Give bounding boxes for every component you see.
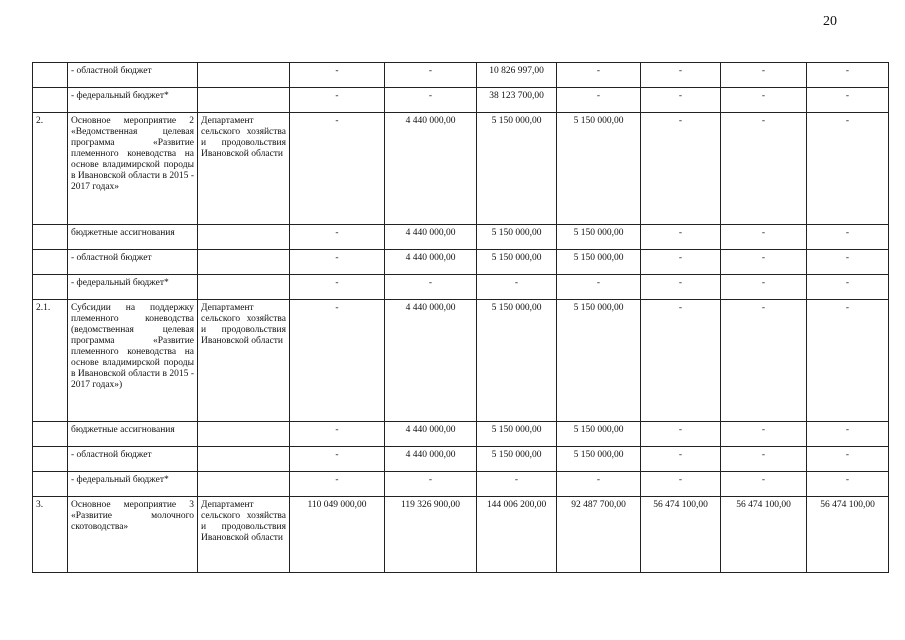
value-cell: 56 474 100,00 (807, 497, 889, 573)
row-executor (198, 275, 290, 300)
table-row (33, 63, 889, 88)
row-executor: Департамент сельского хозяйства и продовольствия Ивановской области (198, 300, 290, 422)
value-cell: - (385, 88, 477, 113)
value-cell: - (385, 63, 477, 88)
value-cell: - (290, 447, 385, 472)
value-cell: - (641, 275, 721, 300)
table-row (33, 275, 889, 300)
value-cell: - (807, 275, 889, 300)
value-cell: 5 150 000,00 (557, 447, 641, 472)
table-row (33, 113, 889, 225)
value-cell: - (641, 250, 721, 275)
value-cell: 4 440 000,00 (385, 300, 477, 422)
budget-table (32, 62, 889, 573)
row-number (33, 63, 68, 88)
value-cell: 4 440 000,00 (385, 113, 477, 225)
value-cell: - (721, 275, 807, 300)
value-cell: - (290, 88, 385, 113)
value-cell: - (290, 422, 385, 447)
table-row (33, 250, 889, 275)
row-number (33, 225, 68, 250)
row-number (33, 88, 68, 113)
value-cell: - (721, 422, 807, 447)
value-cell: 5 150 000,00 (477, 422, 557, 447)
row-name: бюджетные ассигнования (68, 422, 198, 447)
value-cell: - (641, 88, 721, 113)
value-cell: 5 150 000,00 (477, 225, 557, 250)
value-cell: 5 150 000,00 (477, 113, 557, 225)
value-cell: 110 049 000,00 (290, 497, 385, 573)
value-cell: 56 474 100,00 (641, 497, 721, 573)
value-cell: 144 006 200,00 (477, 497, 557, 573)
value-cell: - (557, 63, 641, 88)
row-name: - федеральный бюджет* (68, 275, 198, 300)
value-cell: - (807, 113, 889, 225)
row-executor (198, 472, 290, 497)
value-cell: - (385, 472, 477, 497)
table-row (33, 497, 889, 573)
row-name: - федеральный бюджет* (68, 88, 198, 113)
value-cell: 10 826 997,00 (477, 63, 557, 88)
value-cell: - (290, 225, 385, 250)
value-cell: 5 150 000,00 (557, 300, 641, 422)
row-name: Основное мероприятие 3 «Развитие молочного скотоводства» (68, 497, 198, 573)
table-row (33, 422, 889, 447)
row-name: - областной бюджет (68, 447, 198, 472)
value-cell: 5 150 000,00 (557, 113, 641, 225)
table-row (33, 88, 889, 113)
value-cell: - (557, 88, 641, 113)
value-cell: 4 440 000,00 (385, 447, 477, 472)
value-cell: - (807, 250, 889, 275)
value-cell: 5 150 000,00 (557, 422, 641, 447)
value-cell: - (557, 472, 641, 497)
row-number (33, 472, 68, 497)
value-cell: 4 440 000,00 (385, 225, 477, 250)
value-cell: - (641, 422, 721, 447)
row-executor (198, 63, 290, 88)
value-cell: - (721, 88, 807, 113)
value-cell: - (290, 300, 385, 422)
value-cell: - (807, 472, 889, 497)
value-cell: 5 150 000,00 (477, 447, 557, 472)
row-name: - областной бюджет (68, 63, 198, 88)
value-cell: 38 123 700,00 (477, 88, 557, 113)
row-number: 3. (33, 497, 68, 573)
value-cell: 5 150 000,00 (477, 300, 557, 422)
value-cell: 4 440 000,00 (385, 422, 477, 447)
row-executor (198, 250, 290, 275)
row-name: Субсидии на поддержку племенного коневодства (ведомственная целевая программа «Развитие племенного коневодства на основе владимирской породы в Ивановской области в 2015 - 2017 годах») (68, 300, 198, 422)
value-cell: - (477, 275, 557, 300)
value-cell: - (290, 275, 385, 300)
row-number: 2. (33, 113, 68, 225)
value-cell: - (557, 275, 641, 300)
value-cell: 5 150 000,00 (557, 225, 641, 250)
value-cell: 92 487 700,00 (557, 497, 641, 573)
value-cell: - (807, 422, 889, 447)
row-executor: Департамент сельского хозяйства и продовольствия Ивановской области (198, 497, 290, 573)
table-row (33, 472, 889, 497)
table-row (33, 447, 889, 472)
value-cell: - (807, 225, 889, 250)
value-cell: - (385, 275, 477, 300)
row-executor (198, 422, 290, 447)
row-number (33, 250, 68, 275)
value-cell: 5 150 000,00 (477, 250, 557, 275)
value-cell: - (807, 447, 889, 472)
value-cell: - (807, 88, 889, 113)
row-name: - федеральный бюджет* (68, 472, 198, 497)
table-row (33, 225, 889, 250)
row-executor (198, 447, 290, 472)
row-executor (198, 88, 290, 113)
value-cell: - (477, 472, 557, 497)
value-cell: - (721, 225, 807, 250)
value-cell: - (290, 113, 385, 225)
row-name: бюджетные ассигнования (68, 225, 198, 250)
value-cell: - (290, 63, 385, 88)
value-cell: 4 440 000,00 (385, 250, 477, 275)
table-row (33, 300, 889, 422)
value-cell: - (641, 63, 721, 88)
row-name: - областной бюджет (68, 250, 198, 275)
value-cell: - (641, 300, 721, 422)
value-cell: - (641, 472, 721, 497)
value-cell: - (807, 63, 889, 88)
value-cell: - (721, 472, 807, 497)
value-cell: - (721, 300, 807, 422)
value-cell: - (641, 447, 721, 472)
row-number (33, 422, 68, 447)
value-cell: - (290, 472, 385, 497)
value-cell: 56 474 100,00 (721, 497, 807, 573)
value-cell: - (721, 63, 807, 88)
row-number (33, 447, 68, 472)
value-cell: 119 326 900,00 (385, 497, 477, 573)
value-cell: - (807, 300, 889, 422)
page-number: 20 (823, 14, 837, 29)
row-executor (198, 225, 290, 250)
value-cell: - (641, 113, 721, 225)
value-cell: - (290, 250, 385, 275)
row-executor: Департамент сельского хозяйства и продовольствия Ивановской области (198, 113, 290, 225)
value-cell: - (721, 113, 807, 225)
row-name: Основное мероприятие 2 «Ведомственная целевая программа «Развитие племенного коневодства на основе владимирской породы в Ивановской области в 2015 - 2017 годах» (68, 113, 198, 225)
value-cell: - (641, 225, 721, 250)
row-number (33, 275, 68, 300)
value-cell: - (721, 447, 807, 472)
value-cell: 5 150 000,00 (557, 250, 641, 275)
row-number: 2.1. (33, 300, 68, 422)
value-cell: - (721, 250, 807, 275)
